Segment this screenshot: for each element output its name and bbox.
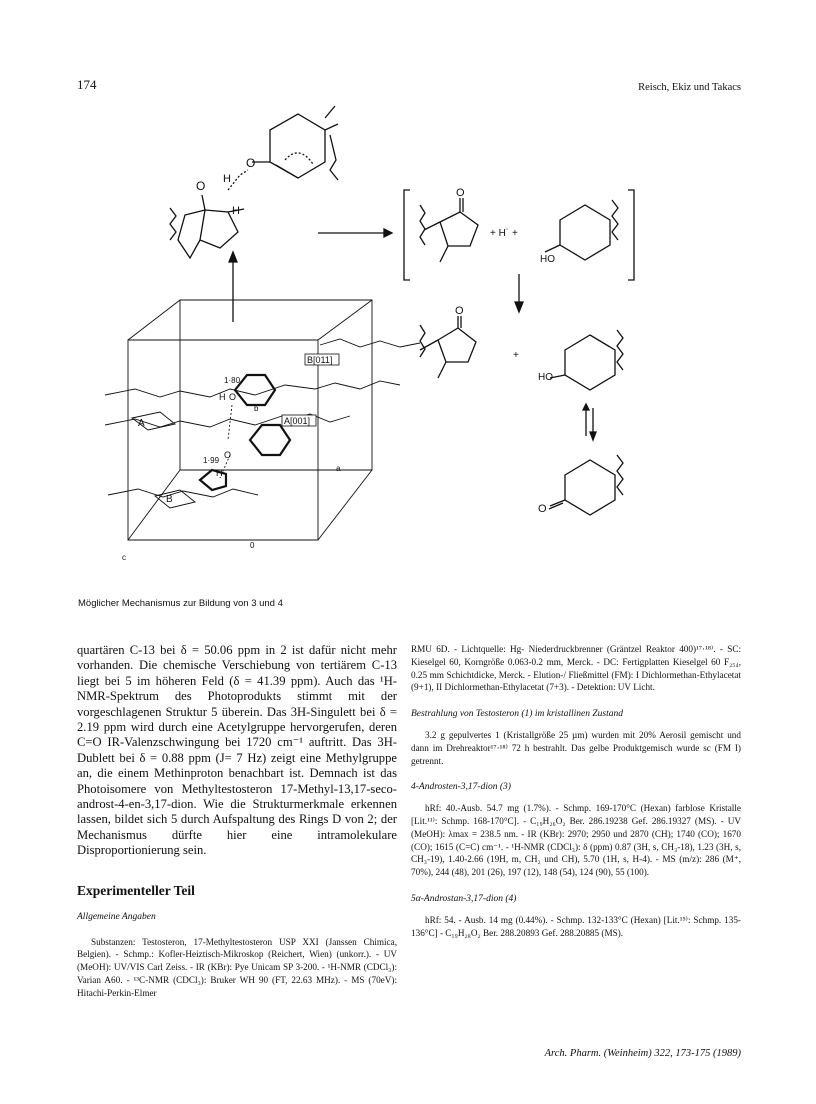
label-b011: B[011] (307, 355, 333, 365)
label-o-hydroxyl: O (196, 179, 206, 193)
label-ring-b: B (166, 494, 173, 505)
compound-3-paragraph: hRf: 40.-Ausb. 54.7 mg (1.7%). - Schmp. 169-170°C (Hexan) farblose Kristalle [Lit.¹¹⁾: Schmp. 168-170°C]. - C₁₉H₂₆O₂ Ber. 286.19238 Gef. 286.19327 (MS). - UV (MeOH): λmax = 238.5 nm. - IR (KBr): 2970; 2950 und 2870 (CH); 1740 (CO); 1670 (CO); 1615 (C=C) cm⁻¹. - ¹H-NMR (CDCl₃): δ (ppm) 0.87 (3H, s, CH₃-18), 1.23 (3H, s, CH₃-19), 1.40-2.66 (19H, m, CH₂ und CH), 5.70 (1H, s, H-4). - MS (m/z): 286 (M⁺, 70%), 244 (48), 201 (26), 197 (12), 148 (54), 124 (90), 55 (100). (411, 803, 741, 878)
label-o-cell-2: O (224, 450, 232, 460)
label-o-product: O (455, 305, 464, 317)
journal-footer: Arch. Pharm. (Weinheim) 322, 173-175 (1989) (544, 1048, 741, 1059)
irradiation-paragraph: 3.2 g gepulvertes 1 (Kristallgröße 25 µm) wurden mit 20% Aerosil gemischt und dann im Drehreaktor¹⁷·¹⁸⁾ 72 h bestrahlt. Das gelbe Produktgemisch wurde sc (FM I) getrennt. (411, 729, 741, 766)
label-plus: + (513, 350, 519, 361)
general-info-paragraph: Substanzen: Testosteron, 17-Methyltestosteron USP XXI (Janssen Chimica, Belgien). - Schmp.: Kofler-Heiztisch-Mikroskop (Reichert, Wien) (unkorr.). - UV (MeOH): UV/VIS Carl Zeiss. - IR (KBr): Pye Unicam SP 3-200. - ¹H-NMR (CDCl₃): Varian A60. - ¹³C-NMR (CDCl₃): Bruker WH 90 (FT, 22.63 MHz). - MS (70eV): Hitachi-Perkin-Elmer (77, 936, 397, 998)
label-ho-product: HO (538, 372, 553, 383)
page-number: 174 (77, 77, 97, 92)
section-title: Experimenteller Teil (77, 882, 195, 898)
subsection-irradiation: Bestrahlung von Testosteron (1) im kristallinen Zustand (411, 709, 623, 720)
top-ring-fragment (252, 106, 338, 180)
subsection-compound-3: 4-Androsten-3,17-dion (3) (411, 782, 511, 793)
label-axis-c: c (122, 553, 126, 562)
label-o-cell: O (229, 392, 237, 402)
label-ho-radical: HO (540, 254, 555, 265)
label-a001: A[001] (284, 416, 311, 426)
equilibrium-arrows (583, 404, 596, 440)
label-h-cell: H (219, 392, 226, 402)
hydrogen-bond (228, 170, 248, 190)
compound-4-paragraph: hRf: 54. - Ausb. 14 mg (0.44%). - Schmp. 132-133°C (Hexan) [Lit.¹⁵⁾: Schmp. 135-136°C] - C₁₉H₂₈O₂ Ber. 288.20893 Gef. 288.20885 (MS). (411, 914, 741, 938)
label-h-cell-2: H (216, 468, 223, 478)
left-column (77, 643, 397, 999)
label-dist-199: 1·99 (203, 456, 220, 465)
label-dist-180: 1·80 (224, 376, 241, 385)
label-axis-a: a (336, 464, 341, 473)
label-h-top: H (232, 205, 240, 217)
label-origin: 0 (250, 541, 255, 550)
label-o-ketone-top: O (246, 156, 256, 170)
right-column (411, 643, 741, 939)
label-h-radical: + H˙ + (490, 228, 518, 239)
subsection-title: Allgemeine Angaben (77, 912, 156, 923)
label-o-radical: O (456, 187, 465, 199)
radical-bracket (404, 190, 634, 280)
label-axis-b: b (254, 404, 259, 413)
subsection-compound-4: 5α-Androstan-3,17-dion (4) (411, 893, 517, 904)
right-continuation: RMU 6D. - Lichtquelle: Hg- Niederdruckbrenner (Gräntzel Reaktor 400)¹⁷·¹⁸⁾. - SC: Kieselgel 60, Korngröße 0.063-0.2 mm, Merck. - DC: Fertigplatten Kieselgel 60 F₂₅₄, 0.25 mm Schichtdicke, Merck. - Elution-/ Fließmittel (FM): I Dichlormethan-Ethylacetat (9+1), II Dichlormethan-Ethylacetat (7+3). - Detektion: UV Licht. (411, 644, 741, 693)
running-header-authors: Reisch, Ekiz und Takacs (638, 82, 741, 93)
label-h-bond: H (223, 173, 231, 185)
label-ring-a: A (138, 418, 145, 429)
crystal-unit-cell (105, 300, 420, 540)
figure-caption: Möglicher Mechanismus zur Bildung von 3 und 4 (78, 598, 283, 609)
label-o-final: O (538, 503, 547, 515)
body-paragraph: quartären C-13 bei δ = 50.06 ppm in 2 ist dafür nicht mehr vorhanden. Die chemische Verschiebung von tertiärem C-13 liegt bei 5 im höheren Feld (δ = 41.39 ppm). Auch das ¹H-NMR-Spektrum des Photoprodukts stimmt mit der vorgeschlagenen Struktur 5 überein. Das 3H-Singulett bei δ = 2.19 ppm wird durch eine Acetylgruppe hervorgerufen, deren C=O IR-Valenzschwingung bei 1720 cm⁻¹ auftritt. Das 3H-Dublett bei δ = 0.88 ppm (J= 7 Hz) zeigt eine Methylgruppe an, die einem Methinproton benachbart ist. Demnach ist das Photoisomere von Methyltestosteron 17-Methyl-13,17-seco-androst-4-en-3,17-dion. Wie die Strukturmerkmale erkennen lassen, bildet sich 5 durch Aufspaltung des Rings D von 2; der Mechanismus dürfte hier eine intramolekulare Disproportionierung sein. (77, 643, 397, 858)
